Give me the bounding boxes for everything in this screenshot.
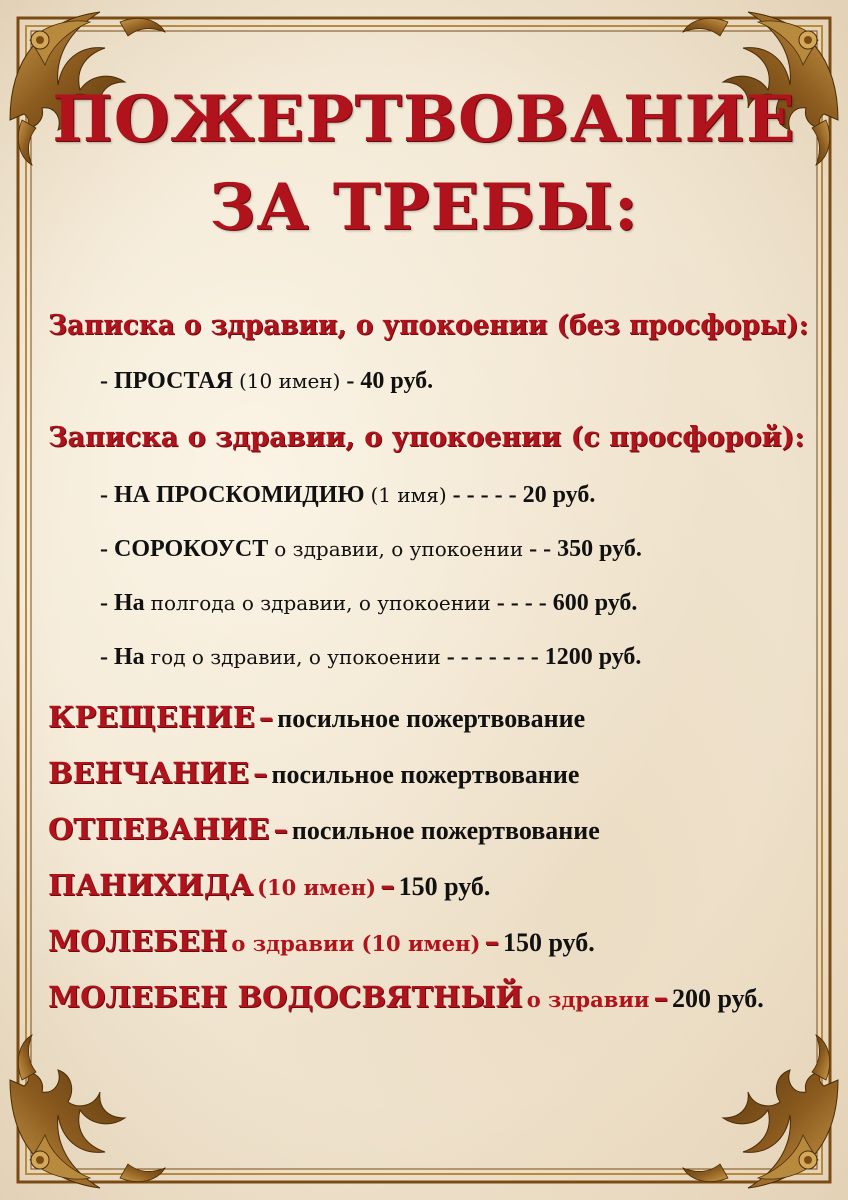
list-item: [100, 368, 433, 395]
service-price: посильное пожертвование: [291, 816, 600, 845]
service-name: ВЕНЧАНИЕ: [48, 756, 250, 790]
section1-heading: Записка о здравии, о упокоении (без просфоры):: [48, 310, 809, 341]
item-price: - - - - - 20 руб.: [452, 482, 596, 508]
item-label: - На: [100, 644, 145, 670]
item-detail: о здравии, о упокоении: [274, 537, 524, 561]
service-row: [48, 924, 595, 958]
service-price: посильное пожертвование: [277, 704, 586, 733]
service-price: 150 руб.: [398, 872, 491, 901]
service-name: КРЕЩЕНИЕ: [48, 700, 255, 734]
service-dash: –: [380, 868, 395, 902]
service-name: МОЛЕБЕН: [48, 924, 228, 958]
item-detail: (1 имя): [370, 483, 447, 507]
item-price: - 40 руб.: [346, 368, 434, 394]
service-note: (10 имен): [257, 875, 377, 900]
item-price: - - - - 600 руб.: [496, 590, 638, 616]
item-detail: полгода о здравии, о упокоении: [150, 591, 491, 615]
service-name: ПАНИХИДА: [48, 868, 254, 902]
item-price: - - 350 руб.: [529, 536, 642, 562]
service-row: [48, 980, 764, 1014]
service-dash: –: [273, 812, 288, 846]
item-label: - На: [100, 590, 145, 616]
service-row: [48, 756, 579, 790]
service-row: [48, 812, 600, 846]
item-price: - - - - - - - 1200 руб.: [446, 644, 642, 670]
item-label: - ПРОСТАЯ: [100, 368, 233, 394]
service-name: МОЛЕБЕН ВОДОСВЯТНЫЙ: [48, 980, 523, 1014]
service-price: посильное пожертвование: [271, 760, 580, 789]
item-label: - НА ПРОСКОМИДИЮ: [100, 482, 365, 508]
service-name: ОТПЕВАНИЕ: [48, 812, 270, 846]
service-row: [48, 868, 490, 902]
service-dash: –: [653, 980, 668, 1014]
service-price: 200 руб.: [671, 984, 764, 1013]
service-row: [48, 700, 585, 734]
list-item: [100, 536, 642, 563]
service-price: 150 руб.: [502, 928, 595, 957]
page-title-line1: ПОЖЕРТВОВАНИЕ: [52, 82, 796, 157]
section2-heading: Записка о здравии, о упокоении (с просфорой):: [48, 422, 805, 453]
service-dash: –: [484, 924, 499, 958]
service-note: о здравии: [526, 987, 650, 1012]
service-dash: –: [258, 700, 274, 734]
list-item: [100, 482, 595, 509]
item-label: - СОРОКОУСТ: [100, 536, 269, 562]
item-detail: (10 имен): [238, 369, 341, 393]
item-detail: год о здравии, о упокоении: [150, 645, 441, 669]
service-note: о здравии (10 имен): [231, 931, 481, 956]
list-item: [100, 590, 637, 617]
page-title-line2: ЗА ТРЕБЫ:: [209, 170, 639, 245]
service-dash: –: [253, 756, 268, 790]
list-item: [100, 644, 641, 671]
